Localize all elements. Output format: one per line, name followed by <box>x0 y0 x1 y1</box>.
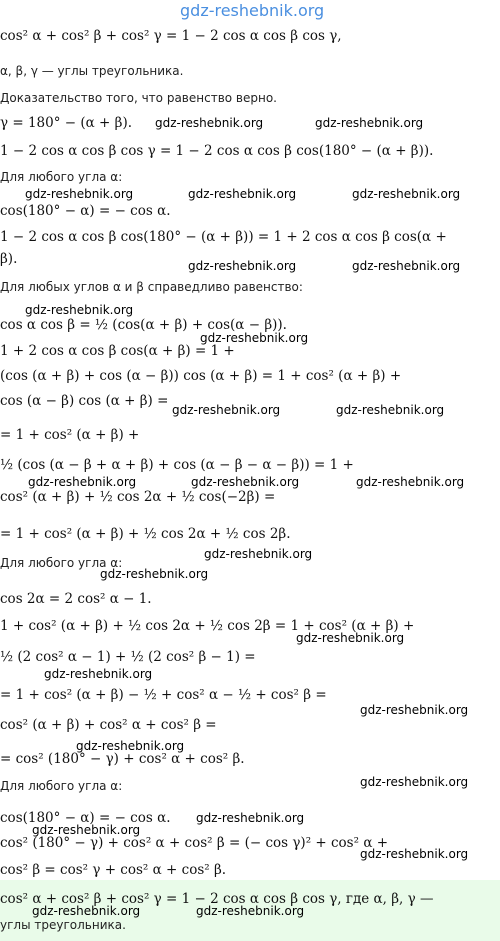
watermark: gdz-reshebnik.org <box>196 904 305 918</box>
line-product-to-sum: cos α cos β = ½ (cos(α + β) + cos(α − β)). <box>0 317 287 333</box>
watermark: gdz-reshebnik.org <box>172 403 281 417</box>
line-step-5: ½ (cos (α − β + α + β) + cos (α − β − α − β)) = 1 + <box>0 457 354 473</box>
line-any-angle-2: Для любого угла α: <box>0 556 123 570</box>
line-double-angle: cos 2α = 2 cos² α − 1. <box>0 591 152 607</box>
watermark: gdz-reshebnik.org <box>336 403 445 417</box>
line-step-6: cos² (α + β) + ½ cos 2α + ½ cos(−2β) = <box>0 489 276 505</box>
line-step-8: 1 + cos² (α + β) + ½ cos 2α + ½ cos 2β = 1 + cos² (α + β) + <box>0 618 415 634</box>
watermark: gdz-reshebnik.org <box>25 187 134 201</box>
line-step-11: cos² (α + β) + cos² α + cos² β = <box>0 717 217 733</box>
watermark: gdz-reshebnik.org <box>100 567 209 581</box>
line-expansion-1-cont: β). <box>0 251 18 267</box>
line-step-3: cos (α − β) cos (α + β) = <box>0 393 169 409</box>
line-step-7: = 1 + cos² (α + β) + ½ cos 2α + ½ cos 2β. <box>0 526 291 542</box>
line-step-12: = cos² (180° − γ) + cos² α + cos² β. <box>0 751 245 767</box>
watermark: gdz-reshebnik.org <box>44 667 153 681</box>
watermark: gdz-reshebnik.org <box>155 116 264 130</box>
site-watermark-header: gdz-reshebnik.org <box>180 1 325 20</box>
watermark: gdz-reshebnik.org <box>191 475 300 489</box>
watermark: gdz-reshebnik.org <box>356 475 465 489</box>
line-expansion-1: 1 − 2 cos α cos β cos(180° − (α + β)) = 1 + 2 cos α cos β cos(α + <box>0 229 447 245</box>
line-step-14: cos² β = cos² γ + cos² α + cos² β. <box>0 862 227 878</box>
line-cos-reduction-1: cos(180° − α) = − cos α. <box>0 203 171 219</box>
watermark: gdz-reshebnik.org <box>76 739 185 753</box>
watermark: gdz-reshebnik.org <box>200 331 309 345</box>
watermark: gdz-reshebnik.org <box>296 631 405 645</box>
line-proof-heading: Доказательство того, что равенство верно. <box>0 91 277 105</box>
line-gamma: γ = 180° − (α + β). <box>0 115 133 131</box>
line-step-4: = 1 + cos² (α + β) + <box>0 427 140 443</box>
line-identity: cos² α + cos² β + cos² γ = 1 − 2 cos α cos β cos γ, <box>0 28 342 44</box>
watermark: gdz-reshebnik.org <box>352 187 461 201</box>
line-step-13: cos² (180° − γ) + cos² α + cos² β = (− cos γ)² + cos² α + <box>0 835 389 851</box>
watermark: gdz-reshebnik.org <box>352 259 461 273</box>
line-substitution: 1 − 2 cos α cos β cos γ = 1 − 2 cos α cos β cos(180° − (α + β)). <box>0 143 434 159</box>
watermark: gdz-reshebnik.org <box>25 303 134 317</box>
watermark: gdz-reshebnik.org <box>188 259 297 273</box>
line-any-angle-1: Для любого угла α: <box>0 170 123 184</box>
watermark: gdz-reshebnik.org <box>32 823 141 837</box>
line-step-9: ½ (2 cos² α − 1) + ½ (2 cos² β − 1) = <box>0 649 256 665</box>
watermark: gdz-reshebnik.org <box>204 547 313 561</box>
line-step-10: = 1 + cos² (α + β) − ½ + cos² α − ½ + cos² β = <box>0 687 327 703</box>
line-any-angles: Для любых углов α и β справедливо равенство: <box>0 280 303 294</box>
line-step-2: (cos (α + β) + cos (α − β)) cos (α + β) = 1 + cos² (α + β) + <box>0 368 402 384</box>
watermark: gdz-reshebnik.org <box>32 904 141 918</box>
watermark: gdz-reshebnik.org <box>360 703 469 717</box>
watermark: gdz-reshebnik.org <box>28 475 137 489</box>
watermark: gdz-reshebnik.org <box>360 775 469 789</box>
line-any-angle-3: Для любого угла α: <box>0 779 123 793</box>
watermark: gdz-reshebnik.org <box>196 811 305 825</box>
line-triangle-angles: α, β, γ — углы треугольника. <box>0 64 184 78</box>
line-conclusion: cos² α + cos² β + cos² γ = 1 − 2 cos α cos β cos γ, где α, β, γ — <box>0 891 434 907</box>
line-conclusion-cont: углы треугольника. <box>0 918 126 932</box>
watermark: gdz-reshebnik.org <box>188 187 297 201</box>
line-step-1: 1 + 2 cos α cos β cos(α + β) = 1 + <box>0 343 235 359</box>
line-cos-reduction-2: cos(180° − α) = − cos α. <box>0 810 171 826</box>
watermark: gdz-reshebnik.org <box>315 116 424 130</box>
watermark: gdz-reshebnik.org <box>360 847 469 861</box>
